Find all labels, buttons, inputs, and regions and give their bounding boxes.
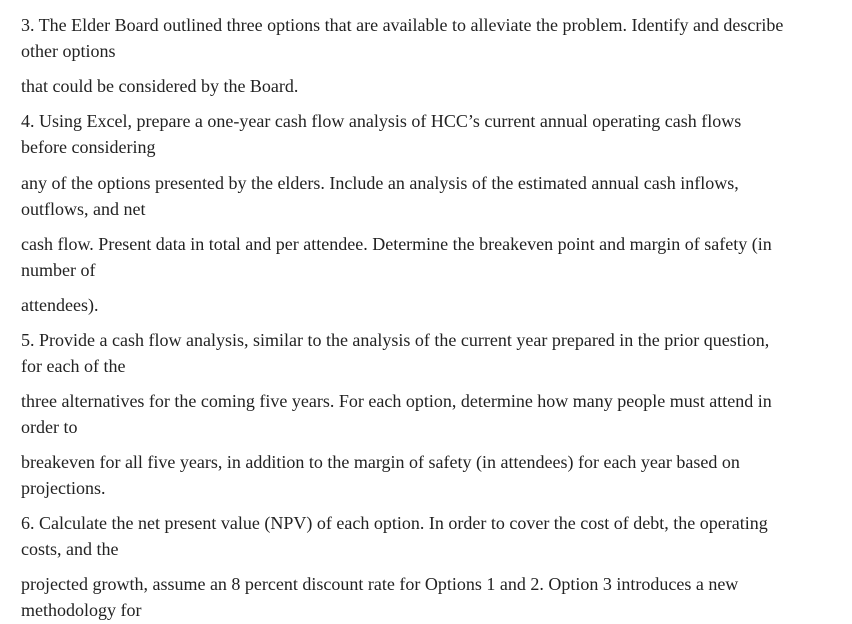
paragraph-q4-cont-2: cash flow. Present data in total and per attendee. Determine the breakeven point and margin of safety (in number of bbox=[21, 234, 772, 280]
paragraph-q3-cont: that could be considered by the Board. bbox=[21, 76, 299, 96]
paragraph-q5-cont-1: three alternatives for the coming five years. For each option, determine how many people must attend in order to bbox=[21, 391, 772, 437]
paragraph-q5-cont-2: breakeven for all five years, in addition to the margin of safety (in attendees) for each year based on projections. bbox=[21, 452, 740, 498]
paragraph-q4-cont-1: any of the options presented by the elders. Include an analysis of the estimated annual cash inflows, outflows, and net bbox=[21, 173, 739, 219]
paragraph-q6-cont: projected growth, assume an 8 percent discount rate for Options 1 and 2. Option 3 introduces a new methodology for bbox=[21, 574, 739, 620]
paragraph-q3: 3. The Elder Board outlined three options that are available to alleviate the problem. Identify and describe other options bbox=[21, 15, 784, 61]
paragraph-q4-cont-3: attendees). bbox=[21, 295, 99, 315]
paragraph-q4: 4. Using Excel, prepare a one-year cash flow analysis of HCC’s current annual operating cash flows before considering bbox=[21, 111, 742, 157]
paragraph-q5: 5. Provide a cash flow analysis, similar to the analysis of the current year prepared in the prior question, for each of the bbox=[21, 330, 770, 376]
paragraph-q6: 6. Calculate the net present value (NPV) of each option. In order to cover the cost of debt, the operating costs, and the bbox=[21, 513, 768, 559]
